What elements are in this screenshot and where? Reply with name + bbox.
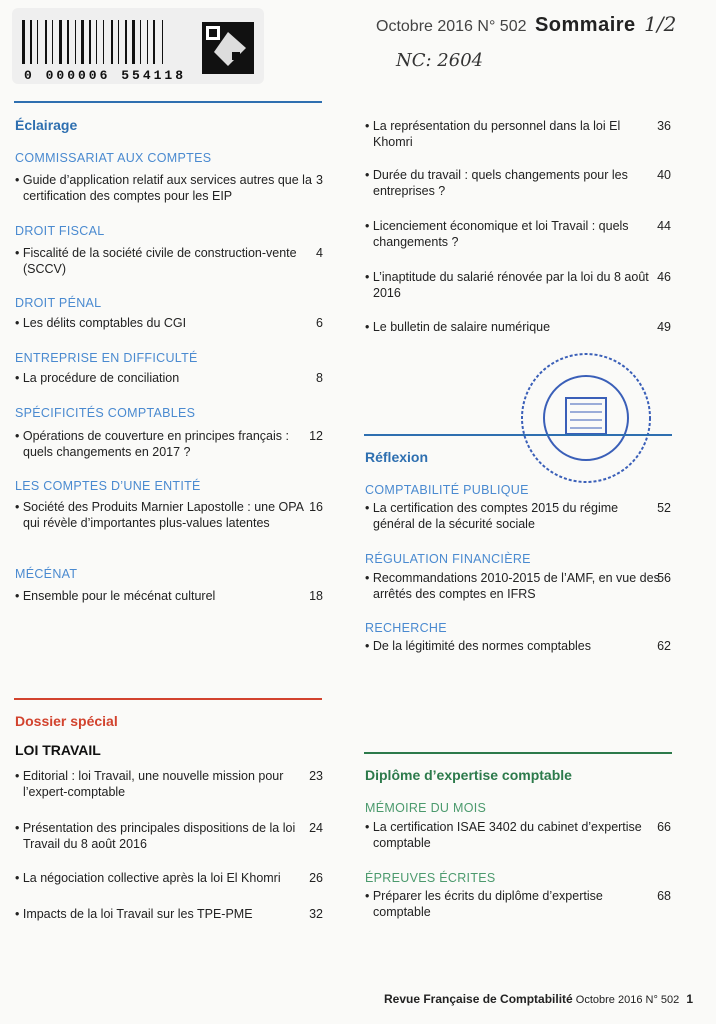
toc-entry-page: 68: [657, 889, 671, 903]
toc-entry-page: 16: [309, 500, 323, 514]
category-heading: MÉCÉNAT: [15, 567, 78, 581]
toc-entry-title: • Impacts de la loi Travail sur les TPE-PME: [15, 907, 253, 921]
barcode-bar: [150, 20, 151, 64]
handwritten-page-note: 1/2: [644, 12, 677, 36]
toc-entry-title: • Société des Produits Marnier Lapostolle : une OPA qui révèle d’importantes plus-values latentes: [15, 500, 304, 530]
barcode-bar: [75, 20, 76, 64]
barcode-bar: [118, 20, 119, 64]
toc-entry-title: • La procédure de conciliation: [15, 371, 180, 385]
barcode-bar: [86, 20, 87, 64]
barcode-bar: [81, 20, 84, 64]
toc-entry-title: • Préparer les écrits du diplôme d’expertise comptable: [365, 889, 603, 919]
toc-entry-title: • La négociation collective après la loi El Khomri: [15, 871, 281, 885]
barcode-bar: [125, 20, 127, 64]
toc-entry-page: 46: [657, 270, 671, 284]
toc-entry-title: • Présentation des principales dispositions de la loi Travail du 8 août 2016: [15, 821, 296, 851]
toc-entry-title: • Editorial : loi Travail, une nouvelle mission pour l’expert-comptable: [15, 769, 284, 799]
barcode-bar: [137, 20, 138, 64]
footer-page-number: 1: [686, 992, 694, 1006]
toc-entry-title: • La représentation du personnel dans la loi El Khomri: [365, 119, 621, 149]
barcode-bar: [165, 20, 167, 64]
diplome-rule: [364, 752, 672, 754]
barcode-bar: [64, 20, 65, 64]
toc-entry-page: 3: [316, 173, 323, 187]
toc-entry-page: 32: [309, 907, 323, 921]
toc-entry-page: 40: [657, 168, 671, 182]
toc-entry-page: 8: [316, 371, 323, 385]
barcode-bar: [129, 20, 130, 64]
barcode-bar: [157, 20, 160, 64]
barcode-bar: [111, 20, 113, 64]
category-heading: COMMISSARIAT AUX COMPTES: [15, 151, 212, 165]
toc-entry-title: • Opérations de couverture en principes français : quels changements en 2017 ?: [15, 429, 289, 459]
category-heading: DROIT PÉNAL: [15, 296, 102, 310]
footer-publication: Revue Française de Comptabilité: [384, 992, 573, 1006]
category-heading: LES COMPTES D’UNE ENTITÉ: [15, 479, 201, 493]
toc-entry-page: 18: [309, 589, 323, 603]
toc-entry-page: 56: [657, 571, 671, 585]
toc-entry-page: 52: [657, 501, 671, 515]
toc-entry-title: • Licenciement économique et loi Travail : quels changements ?: [365, 219, 629, 249]
toc-entry-title: • L’inaptitude du salarié rénovée par la loi du 8 août 2016: [365, 270, 649, 300]
toc-entry-title: • De la légitimité des normes comptables: [365, 639, 592, 653]
issue-label: Octobre 2016 N° 502: [376, 18, 527, 35]
toc-entry-title: • Le bulletin de salaire numérique: [365, 320, 551, 334]
toc-entry-title: • La certification ISAE 3402 du cabinet d’expertise comptable: [365, 820, 642, 850]
category-heading: RÉGULATION FINANCIÈRE: [365, 552, 531, 566]
barcode-icon: [22, 20, 192, 64]
category-heading: ÉPREUVES ÉCRITES: [365, 871, 496, 885]
barcode-bar: [153, 20, 155, 64]
barcode-bar: [132, 20, 135, 64]
toc-entry-page: 26: [309, 871, 323, 885]
barcode-digits: 0 000006 554118: [24, 68, 187, 83]
barcode-bar: [55, 20, 57, 64]
toc-entry-title: • Recommandations 2010-2015 de l’AMF, en vue des arrêtés des comptes en IFRS: [365, 571, 660, 601]
barcode-bar: [89, 20, 91, 64]
barcode-bar: [40, 20, 43, 64]
toc-entry-page: 36: [657, 119, 671, 133]
library-stamp-icon: [516, 348, 656, 488]
dossier-subtitle: LOI TRAVAIL: [15, 742, 101, 758]
reflexion-title: Réflexion: [365, 449, 429, 465]
toc-entry-page: 4: [316, 246, 323, 260]
category-heading: DROIT FISCAL: [15, 224, 105, 238]
barcode-bar: [99, 20, 101, 64]
category-heading: MÉMOIRE DU MOIS: [365, 801, 487, 815]
barcode-bar: [67, 20, 69, 64]
toc-entry-page: 12: [309, 429, 323, 443]
barcode-sticker: [12, 8, 264, 84]
toc-entry-page: 66: [657, 820, 671, 834]
barcode-bar: [93, 20, 94, 64]
barcode-bar: [34, 20, 35, 64]
category-heading: ENTREPRISE EN DIFFICULTÉ: [15, 351, 198, 365]
barcode-bar: [71, 20, 73, 64]
barcode-bar: [121, 20, 123, 64]
barcode-bar: [103, 20, 104, 64]
barcode-bar: [96, 20, 97, 64]
toc-entry-page: 44: [657, 219, 671, 233]
toc-entry-title: • La certification des comptes 2015 du régime général de la sécurité sociale: [365, 501, 619, 531]
page-header: [376, 12, 676, 37]
qr-code-icon: [202, 22, 254, 74]
handwritten-nc-note: NC: 2604: [396, 50, 484, 71]
toc-entry-title: • Durée du travail : quels changements pour les entreprises ?: [365, 168, 628, 198]
page-title: Sommaire: [534, 14, 636, 36]
toc-entry-page: 6: [316, 316, 323, 330]
category-heading: SPÉCIFICITÉS COMPTABLES: [15, 406, 196, 420]
barcode-bar: [37, 20, 38, 64]
barcode-bar: [49, 20, 50, 64]
toc-entry-page: 62: [657, 639, 671, 653]
category-heading: RECHERCHE: [365, 621, 447, 635]
toc-entry-title: • Guide d’application relatif aux services autres que la certification des comptes pour les EIP: [15, 173, 312, 203]
page-footer: [384, 992, 693, 1006]
dossier-rule: [14, 698, 322, 700]
barcode-bar: [59, 20, 62, 64]
eclairage-rule: [14, 101, 322, 103]
barcode-bar: [45, 20, 47, 64]
barcode-bar: [22, 20, 25, 64]
barcode-bar: [115, 20, 116, 64]
footer-issue: Octobre 2016 N° 502: [575, 994, 680, 1006]
toc-entry-title: • Ensemble pour le mécénat culturel: [15, 589, 216, 603]
barcode-bar: [30, 20, 32, 64]
barcode-bar: [78, 20, 79, 64]
barcode-bar: [162, 20, 163, 64]
toc-entry-page: 23: [309, 769, 323, 783]
barcode-bar: [106, 20, 109, 64]
diplome-title: Diplôme d’expertise comptable: [365, 767, 572, 783]
barcode-bar: [143, 20, 145, 64]
reflexion-rule: [364, 434, 672, 436]
toc-entry-page: 24: [309, 821, 323, 835]
dossier-title: Dossier spécial: [15, 713, 118, 729]
barcode-bar: [27, 20, 28, 64]
barcode-bar: [140, 20, 141, 64]
toc-entry-title: • Les délits comptables du CGI: [15, 316, 187, 330]
eclairage-title: Éclairage: [15, 117, 78, 133]
barcode-bar: [52, 20, 53, 64]
toc-entry-page: 49: [657, 320, 671, 334]
barcode-bar: [147, 20, 148, 64]
category-heading: COMPTABILITÉ PUBLIQUE: [365, 483, 529, 497]
toc-entry-title: • Fiscalité de la société civile de construction-vente (SCCV): [15, 246, 297, 276]
